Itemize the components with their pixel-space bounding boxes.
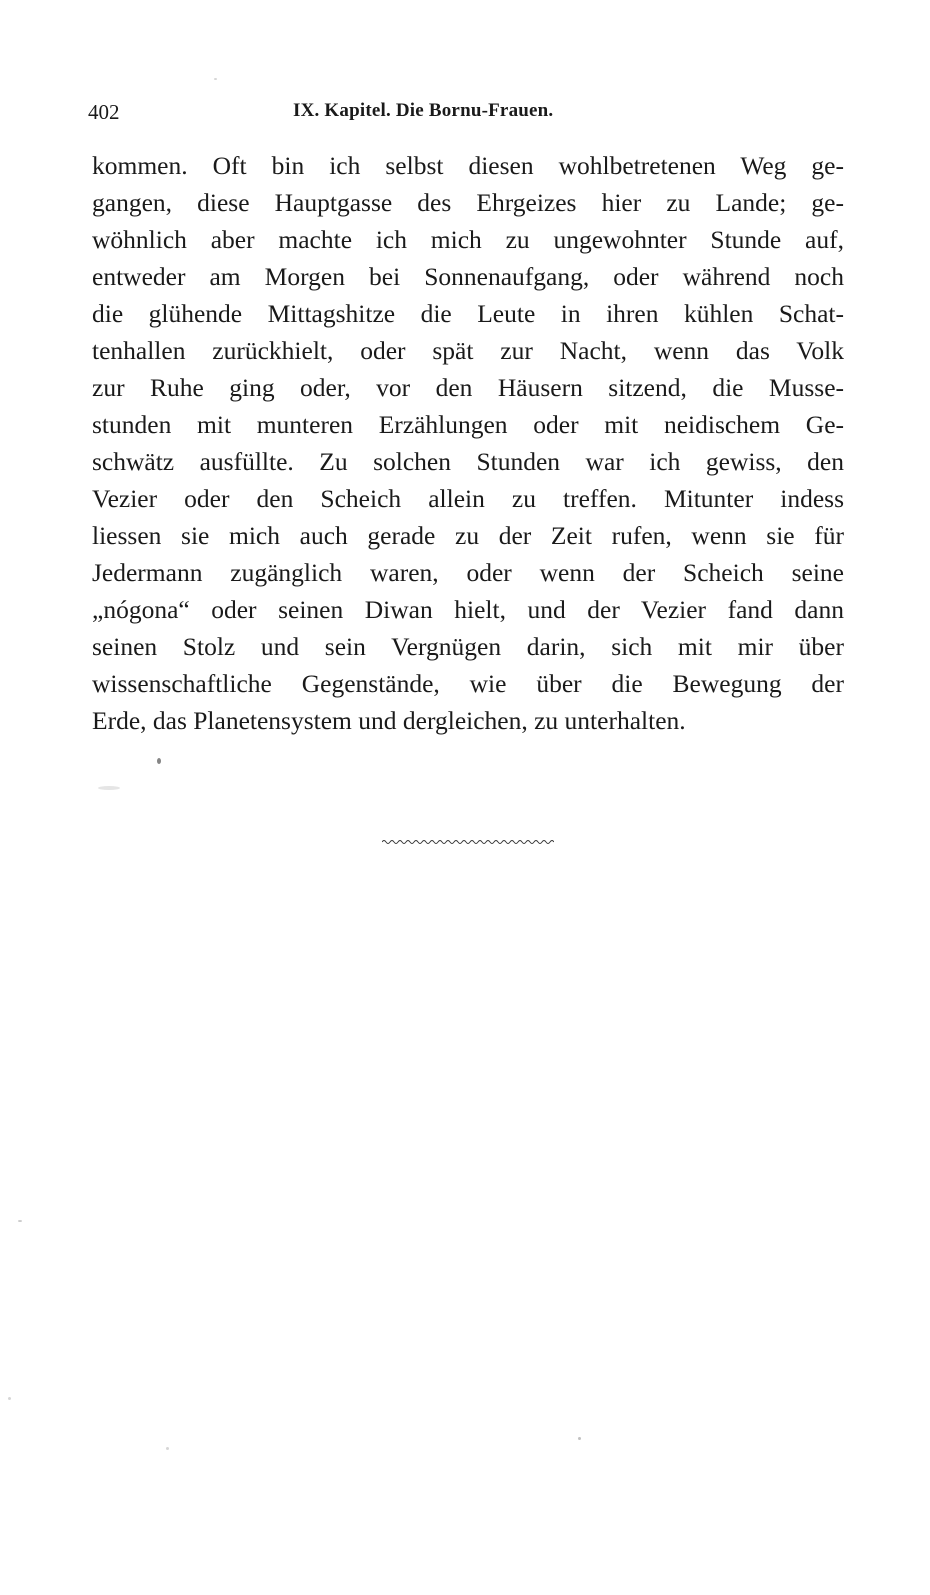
scan-speck xyxy=(98,786,120,790)
text-line: seinen Stolz und sein Vergnügen darin, sich mit mir über xyxy=(92,632,844,661)
scan-speck xyxy=(214,78,217,80)
running-head xyxy=(88,100,848,130)
text-line: stunden mit munteren Erzählungen oder mit neidischem Ge- xyxy=(92,410,844,439)
text-line: kommen. Oft bin ich selbst diesen wohlbetretenen Weg ge- xyxy=(92,151,844,180)
text-line: die glühende Mittagshitze die Leute in ihren kühlen Schat- xyxy=(92,299,844,328)
text-line: Vezier oder den Scheich allein zu treffen. Mitunter indess xyxy=(92,484,844,513)
section-end-ornament xyxy=(382,838,554,846)
text-line: schwätz ausfüllte. Zu solchen Stunden war ich gewiss, den xyxy=(92,447,844,476)
scan-speck xyxy=(18,1220,22,1222)
scan-speck xyxy=(8,1397,11,1400)
text-line: tenhallen zurückhielt, oder spät zur Nacht, wenn das Volk xyxy=(92,336,844,365)
text-line: wissenschaftliche Gegenstände, wie über die Bewegung der xyxy=(92,669,844,698)
text-line: „nógona“ oder seinen Diwan hielt, und der Vezier fand dann xyxy=(92,595,844,624)
text-line: wöhnlich aber machte ich mich zu ungewohnter Stunde auf, xyxy=(92,225,844,254)
page-number: 402 xyxy=(88,100,120,124)
text-line: Erde, das Planetensystem und dergleichen, zu unterhalten. xyxy=(92,706,686,735)
text-line: Jedermann zugänglich waren, oder wenn der Scheich seine xyxy=(92,558,844,587)
body-text xyxy=(92,147,844,739)
text-line: entweder am Morgen bei Sonnenaufgang, oder während noch xyxy=(92,262,844,291)
scan-speck xyxy=(166,1447,169,1450)
chapter-title: IX. Kapitel. Die Bornu-Frauen. xyxy=(293,100,554,121)
text-line: gangen, diese Hauptgasse des Ehrgeizes hier zu Lande; ge- xyxy=(92,188,844,217)
scan-speck xyxy=(157,758,161,764)
scan-speck xyxy=(578,1437,581,1440)
text-line: zur Ruhe ging oder, vor den Häusern sitzend, die Musse- xyxy=(92,373,844,402)
text-line: liessen sie mich auch gerade zu der Zeit rufen, wenn sie für xyxy=(92,521,844,550)
